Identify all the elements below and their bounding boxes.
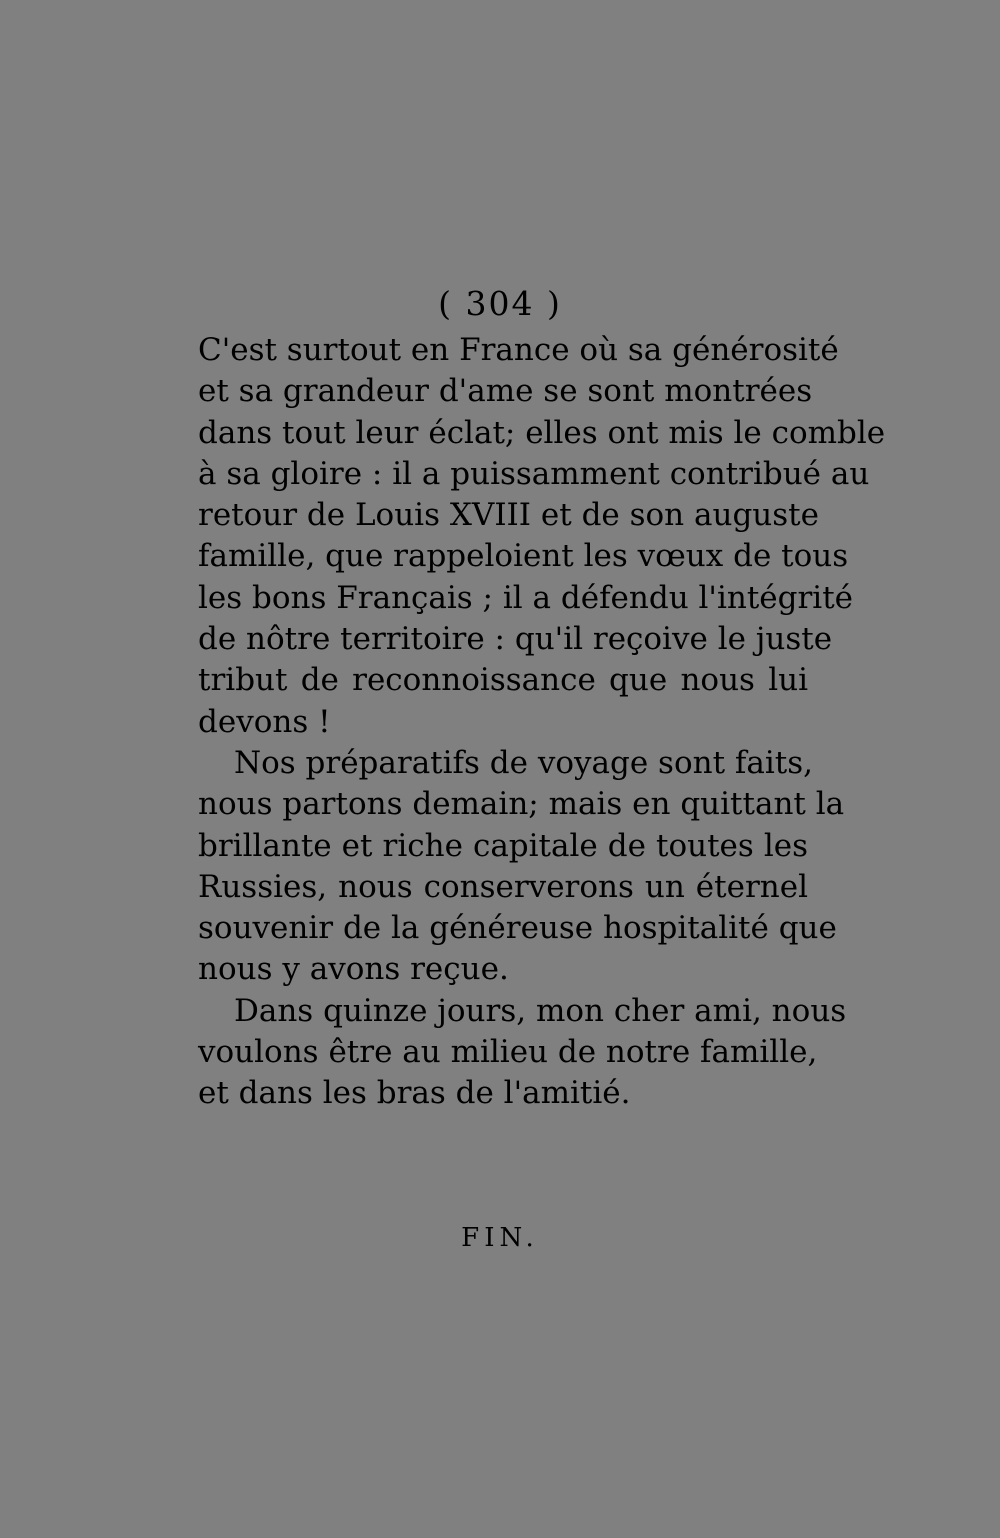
text-line: retour de Louis XVIII et de son auguste xyxy=(198,497,819,534)
text-line: Russies, nous conserverons un éternel xyxy=(198,868,808,905)
body-text xyxy=(198,330,886,1115)
text-line: nous y avons reçue. xyxy=(198,951,509,988)
text-line: devons ! xyxy=(198,703,331,740)
paragraph-1 xyxy=(198,330,886,743)
text-line: à sa gloire : il a puissamment contribué au xyxy=(198,455,870,492)
text-line: voulons être au milieu de notre famille, xyxy=(198,1034,818,1071)
text-line: Nos préparatifs de voyage sont faits, xyxy=(234,744,813,781)
end-mark: FIN. xyxy=(461,1223,539,1253)
text-line: C'est surtout en France où sa générosité xyxy=(198,332,839,368)
text-line: famille, que rappeloient les vœux de tous xyxy=(198,538,849,575)
text-line: Dans quinze jours, mon cher ami, nous xyxy=(234,992,847,1029)
text-line: dans tout leur éclat; elles ont mis le comble xyxy=(198,414,886,451)
text-line: de nôtre territoire : qu'il reçoive le juste xyxy=(198,621,833,658)
text-line: brillante et riche capitale de toutes les xyxy=(198,827,808,864)
text-line: tribut de reconnoissance que nous lui xyxy=(198,662,808,699)
text-line: et dans les bras de l'amitié. xyxy=(198,1075,631,1112)
paragraph-3 xyxy=(198,991,847,1115)
paragraph-2 xyxy=(198,743,845,991)
page-number: ( 304 ) xyxy=(438,284,562,323)
text-line: et sa grandeur d'ame se sont montrées xyxy=(198,373,813,410)
text-line: les bons Français ; il a défendu l'intégrité xyxy=(198,579,854,616)
text-line: souvenir de la généreuse hospitalité que xyxy=(198,910,837,947)
text-line: nous partons demain; mais en quittant la xyxy=(198,786,845,823)
